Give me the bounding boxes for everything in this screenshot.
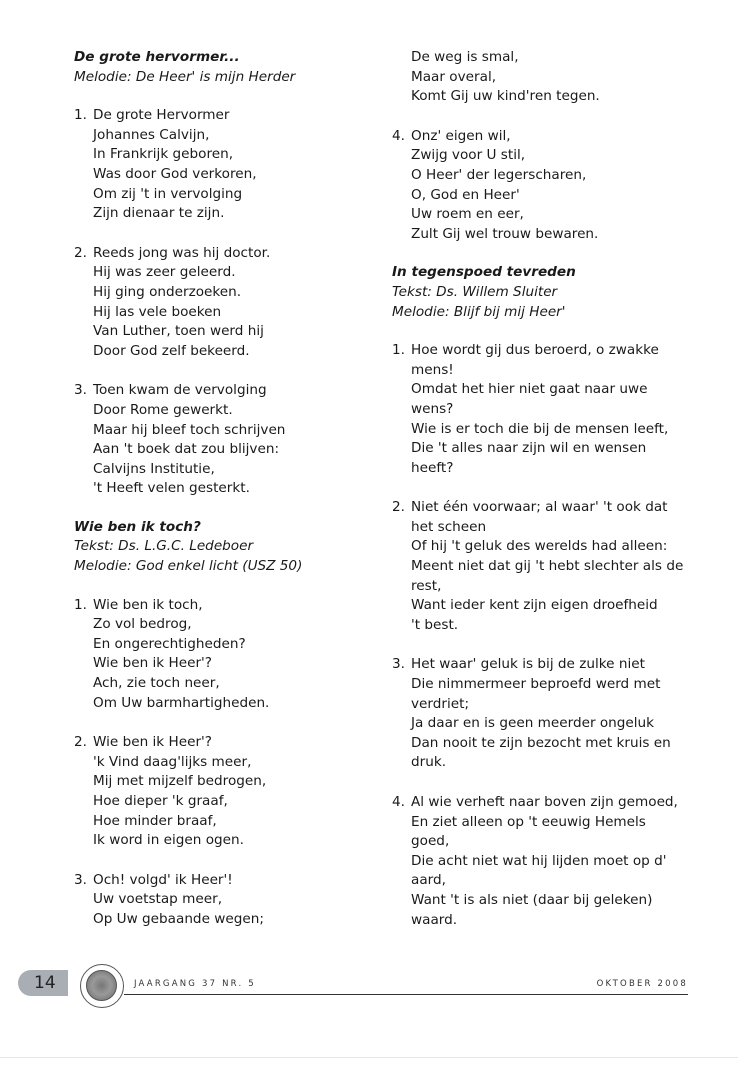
song-text-author: Tekst: Ds. Willem Sluiter bbox=[392, 283, 558, 300]
verse-line: Och! volgd' ik Heer'! bbox=[93, 871, 233, 888]
verse-line: Ach, zie toch neer, bbox=[93, 675, 220, 692]
verse-line: wens? bbox=[411, 400, 454, 417]
verse-line: waard. bbox=[411, 911, 458, 928]
verse-line: Want 't is als niet (daar bij geleken) bbox=[411, 891, 653, 908]
verse-number: 2. bbox=[392, 499, 405, 516]
verse bbox=[392, 655, 686, 773]
song-melody: Melodie: God enkel licht (USZ 50) bbox=[74, 558, 303, 575]
verse-number: 3. bbox=[74, 382, 87, 399]
song-text-author: Tekst: Ds. L.G.C. Ledeboer bbox=[74, 538, 254, 555]
verse-line: Op Uw gebaande wegen; bbox=[93, 910, 264, 927]
verse-line: Wie ben ik Heer'? bbox=[93, 734, 212, 751]
song-title: De grote hervormer... bbox=[74, 49, 240, 65]
verse-line: Al wie verheft naar boven zijn gemoed, bbox=[411, 794, 678, 810]
verse-number: 4. bbox=[392, 127, 405, 144]
verse-line: O Heer' der legerscharen, bbox=[411, 166, 587, 183]
verse-line: Het waar' geluk is bij de zulke niet bbox=[411, 656, 645, 673]
verse-line: Reeds jong was hij doctor. bbox=[93, 244, 271, 261]
verse-line: Om Uw barmhartigheden. bbox=[93, 694, 270, 711]
verse bbox=[392, 498, 686, 635]
verse-line: Aan 't boek dat zou blijven: bbox=[93, 441, 280, 458]
verse-line: 'k Vind daag'lijks meer, bbox=[93, 753, 252, 770]
footer-rule bbox=[124, 994, 688, 995]
verse-line: druk. bbox=[411, 754, 447, 771]
journal-seal-icon bbox=[80, 964, 124, 1008]
verse-number: 1. bbox=[392, 342, 405, 359]
verse-number: 3. bbox=[74, 871, 87, 888]
issue-date: OKTOBER 2008 bbox=[596, 979, 688, 989]
verse-continued bbox=[392, 48, 686, 107]
verse-line: Niet één voorwaar; al waar' 't ook dat bbox=[411, 499, 668, 516]
verse-line: Zwijg voor U stil, bbox=[411, 147, 526, 164]
verse-line: Die nimmermeer beproefd werd met bbox=[411, 676, 661, 693]
song-title: Wie ben ik toch? bbox=[74, 518, 201, 535]
verse-line: Om zij 't in vervolging bbox=[93, 185, 243, 202]
verse-line: Door God zelf bekeerd. bbox=[93, 342, 250, 359]
verse-number: 1. bbox=[74, 107, 87, 124]
verse-line: Hoe wordt gij dus beroerd, o zwakke bbox=[411, 342, 659, 359]
verse bbox=[74, 871, 374, 930]
verse-line: verdriet; bbox=[411, 695, 470, 712]
verse-line: Zo vol bedrog, bbox=[93, 616, 192, 633]
left-column bbox=[74, 48, 374, 930]
song-melody: Melodie: Blijf bij mij Heer' bbox=[392, 303, 566, 320]
verse-line: Zult Gij wel trouw bewaren. bbox=[411, 225, 599, 242]
verse-line: 't Heeft velen gesterkt. bbox=[93, 480, 250, 497]
verse-line: Hoe dieper 'k graaf, bbox=[93, 793, 228, 809]
verse-line: Onz' eigen wil, bbox=[411, 127, 511, 144]
verse-line: rest, bbox=[411, 577, 442, 594]
verse-line: Hoe minder braaf, bbox=[93, 812, 217, 829]
verse-line: Calvijns Institutie, bbox=[93, 460, 215, 477]
verse-line: Hij was zeer geleerd. bbox=[93, 264, 236, 281]
verse-line: Maar overal, bbox=[411, 68, 497, 85]
page-number: 14 bbox=[18, 970, 68, 996]
verse-line: Wie is er toch die bij de mensen leeft, bbox=[411, 420, 669, 437]
verse-line: Door Rome gewerkt. bbox=[93, 401, 233, 418]
verse-line: heeft? bbox=[411, 459, 454, 476]
verse-line: Wie ben ik toch, bbox=[93, 596, 203, 613]
verse-line: Of hij 't geluk des werelds had alleen: bbox=[411, 538, 668, 555]
song-melody: Melodie: De Heer' is mijn Herder bbox=[74, 68, 296, 85]
verse-line: goed, bbox=[411, 833, 450, 850]
verse-number: 2. bbox=[74, 734, 87, 751]
verse-line: Uw roem en eer, bbox=[411, 206, 524, 223]
verse-line: Wie ben ik Heer'? bbox=[93, 655, 212, 672]
verse-line: het scheen bbox=[411, 518, 487, 535]
verse-number: 2. bbox=[74, 244, 87, 261]
issue-label: JAARGANG 37 NR. 5 bbox=[134, 979, 256, 989]
verse bbox=[392, 127, 686, 245]
verse-number: 3. bbox=[392, 656, 405, 673]
verse-line: Hij ging onderzoeken. bbox=[93, 283, 242, 300]
song-title: In tegenspoed tevreden bbox=[392, 264, 576, 281]
verse-line: 't best. bbox=[411, 616, 459, 633]
verse-line: mens! bbox=[411, 361, 454, 378]
verse-line: De weg is smal, bbox=[411, 49, 519, 65]
verse-line: Komt Gij uw kind'ren tegen. bbox=[411, 88, 600, 105]
verse-line: Die 't alles naar zijn wil en wensen bbox=[411, 440, 647, 457]
verse-line: Ik word in eigen ogen. bbox=[93, 832, 244, 849]
verse-line: Meent niet dat gij 't hebt slechter als de bbox=[411, 558, 684, 575]
verse-line: En ziet alleen op 't eeuwig Hemels bbox=[411, 813, 646, 830]
verse-line: Die acht niet wat hij lijden moet op d' bbox=[411, 852, 667, 869]
verse bbox=[74, 106, 374, 224]
page-footer bbox=[0, 966, 738, 1006]
verse-line: Maar hij bleef toch schrijven bbox=[93, 421, 286, 438]
verse-line: De grote Hervormer bbox=[93, 107, 230, 124]
verse-line: O, God en Heer' bbox=[411, 186, 520, 203]
verse-line: Want ieder kent zijn eigen droefheid bbox=[411, 597, 658, 614]
page-edge-divider bbox=[0, 1057, 738, 1058]
verse-line: In Frankrijk geboren, bbox=[93, 146, 234, 163]
verse-line: Mij met mijzelf bedrogen, bbox=[93, 773, 267, 790]
verse-line: Zijn dienaar te zijn. bbox=[93, 205, 225, 222]
verse-line: Omdat het hier niet gaat naar uwe bbox=[411, 381, 648, 398]
verse-line: Toen kwam de vervolging bbox=[93, 382, 267, 399]
verse-line: Hij las vele boeken bbox=[93, 303, 222, 320]
verse bbox=[392, 793, 686, 930]
verse bbox=[74, 244, 374, 362]
verse-number: 1. bbox=[74, 596, 87, 613]
verse bbox=[74, 596, 374, 714]
verse-line: Uw voetstap meer, bbox=[93, 891, 223, 908]
right-column bbox=[392, 48, 686, 930]
verse bbox=[74, 381, 374, 499]
verse-line: Dan nooit te zijn bezocht met kruis en bbox=[411, 734, 671, 751]
verse-line: Was door God verkoren, bbox=[93, 165, 257, 182]
verse-line: Johannes Calvijn, bbox=[93, 126, 210, 143]
verse-line: Ja daar en is geen meerder ongeluk bbox=[411, 715, 655, 732]
verse-line: Van Luther, toen werd hij bbox=[93, 323, 264, 340]
verse-number: 4. bbox=[392, 794, 405, 810]
verse-line: En ongerechtigheden? bbox=[93, 635, 246, 652]
verse-line: aard, bbox=[411, 872, 446, 889]
verse bbox=[74, 733, 374, 851]
verse bbox=[392, 341, 686, 478]
